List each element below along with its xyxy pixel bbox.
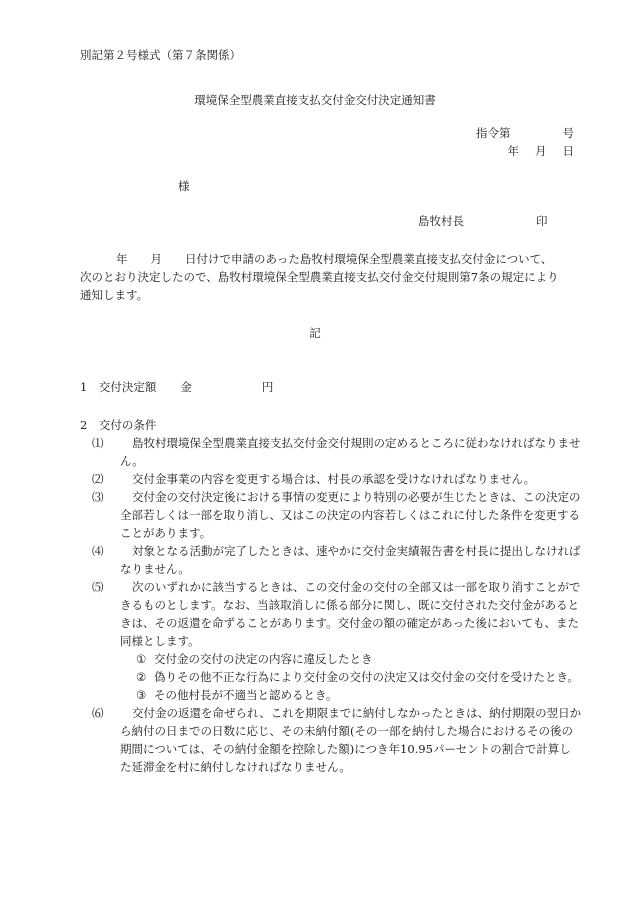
sub-condition-text: 偽りその他不正な行為により交付金の交付の決定又は交付金の交付を受けたとき。 (154, 670, 580, 684)
sub-condition-number: ③ (136, 688, 147, 702)
number-suffix: 号 (562, 126, 574, 140)
condition-item (92, 488, 582, 542)
conditions-list (92, 434, 582, 776)
form-label: 別記第２号様式（第７条関係） (80, 48, 241, 62)
addressee: 様 (178, 179, 190, 193)
condition-text: 交付金の返還を命ぜられ、これを期限までに納付しなかったときは、納付期限の翌日から納付の日までの日数に応じ、その未納付額(その一部を納付した場合におけるその後の期間については、その納付金額を控除した額)につき年10.95パーセントの割合で計算した延滞金を村に納付しなければなりません。 (120, 706, 582, 774)
sub-condition-number: ② (136, 670, 147, 684)
body-paragraph (80, 250, 560, 304)
sender-name: 島牧村長 (418, 214, 464, 228)
condition-number: ⑴ (92, 436, 104, 450)
conditions-heading: 2 交付の条件 (80, 418, 157, 432)
condition-text: 対象となる活動が完了したときは、速やかに交付金実績報告書を村長に提出しなければなりません。 (120, 544, 581, 576)
date-day: 日 (562, 144, 574, 158)
sub-conditions-list (120, 650, 582, 704)
condition-item (92, 704, 582, 776)
condition-text: 交付金の交付決定後における事情の変更により特別の必要が生じたときは、この決定の全部若しくは一部を取り消し、又はこの決定の内容若しくはこれに付した条件を変更することがあります。 (120, 490, 581, 540)
condition-number: ⑵ (92, 472, 104, 486)
ki-heading: 記 (309, 326, 321, 340)
document-title: 環境保全型農業直接支払交付金交付決定通知書 (194, 93, 436, 107)
sub-condition-text: 交付金の交付の決定の内容に違反したとき (154, 652, 373, 666)
sub-condition-item (136, 686, 582, 704)
sub-condition-item (136, 650, 582, 668)
condition-text: 交付金事業の内容を変更する場合は、村長の承認を受けなければなりません。 (132, 472, 536, 486)
date-month: 月 (535, 144, 547, 158)
seal-mark: 印 (536, 214, 548, 228)
kin-label: 金 (180, 380, 192, 394)
number-prefix: 指令第 (476, 126, 511, 140)
condition-number: ⑸ (92, 580, 104, 594)
sender (418, 212, 548, 230)
condition-item (92, 434, 582, 470)
condition-number: ⑷ (92, 544, 104, 558)
condition-text: 次のいずれかに該当するときは、この交付金の交付の全部又は一部を取り消すことができるものとします。なお、当該取消しに係る部分に関し、既に交付された交付金があるときは、その返還を命ずることがあります。交付金の額の確定があった後においても、また同様とします。 (120, 580, 581, 648)
condition-number: ⑶ (92, 490, 104, 504)
condition-text: 島牧村環境保全型農業直接支払交付金交付規則の定めるところに従わなければなりません。 (120, 436, 581, 468)
item-decision-amount (80, 378, 273, 396)
sub-condition-number: ① (136, 652, 147, 666)
condition-item (92, 578, 582, 704)
condition-number: ⑹ (92, 706, 104, 720)
yen-label: 円 (261, 380, 274, 394)
sub-condition-text: その他村長が不適当と認めるとき。 (154, 688, 338, 702)
body-text: 年 月 日付けで申請のあった島牧村環境保全型農業直接支払交付金について、次のとおり決定したので、島牧村環境保全型農業直接支払交付金交付規則第7条の規定により通知します。 (80, 252, 559, 302)
decision-amount-label: 1 交付決定額 (80, 380, 157, 394)
document-date-line (508, 142, 575, 160)
document-number-line (476, 124, 574, 142)
date-year: 年 (507, 144, 519, 158)
condition-item (92, 470, 582, 488)
sub-condition-item (136, 668, 582, 686)
condition-item (92, 542, 582, 578)
